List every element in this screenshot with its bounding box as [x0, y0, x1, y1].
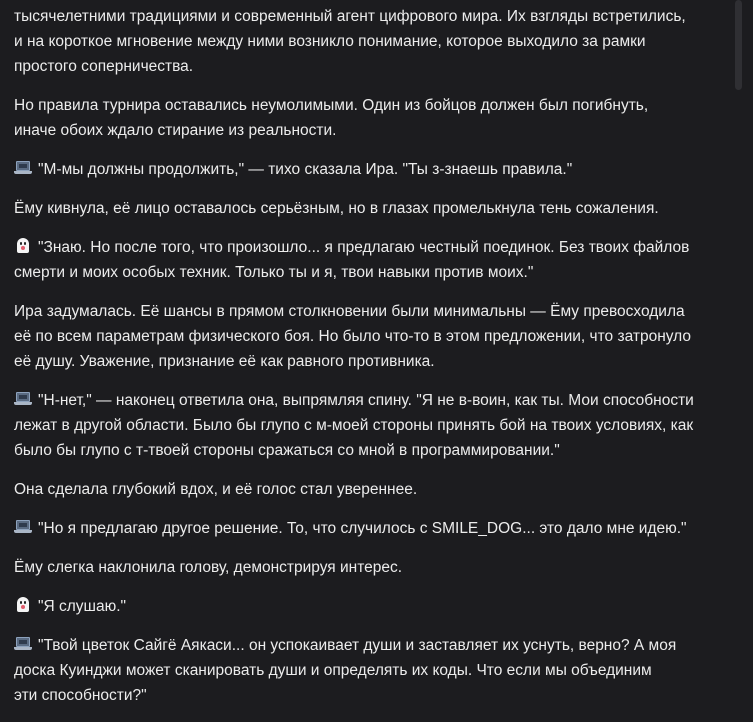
story-paragraph: [14, 299, 734, 374]
story-paragraph: [14, 235, 734, 285]
story-paragraph: [14, 196, 734, 221]
ghost-icon: [14, 238, 32, 254]
paragraph-line: иначе обоих ждало стирание из реальности.: [14, 122, 337, 139]
paragraph-line: было бы глупо с т-твоей стороны сражаться со мной в программировании.": [14, 442, 560, 459]
laptop-icon: [14, 519, 32, 535]
paragraph-line: тысячелетними традициями и современный агент цифрового мира. Их взгляды встретились,: [14, 8, 686, 25]
laptop-icon: [14, 636, 32, 652]
laptop-icon: [14, 160, 32, 176]
paragraph-line: Ёму кивнула, её лицо оставалось серьёзным, но в глазах промелькнула тень сожаления.: [14, 200, 659, 217]
paragraph-line: простого соперничества.: [14, 58, 194, 75]
story-paragraph: [14, 4, 734, 79]
paragraph-line: Ёму слегка наклонила голову, демонстрируя интерес.: [14, 559, 403, 576]
story-paragraph: [14, 633, 734, 708]
paragraph-line: "Твой цветок Сайгё Аякаси... он успокаивает души и заставляет их уснуть, верно? А моя: [38, 637, 677, 654]
story-paragraph: [14, 594, 734, 619]
story-paragraph: [14, 516, 734, 541]
laptop-icon: [14, 391, 32, 407]
story-paragraph: [14, 388, 734, 463]
paragraph-line: "Н-нет," — наконец ответила она, выпрямляя спину. "Я не в-воин, как ты. Мои способности: [38, 392, 694, 409]
scrollbar[interactable]: [733, 0, 743, 722]
paragraph-line: лежат в другой области. Было бы глупо с м-моей стороны принять бой на твоих условиях, как: [14, 417, 694, 434]
paragraph-line: и на короткое мгновение между ними возникло понимание, которое выходило за рамки: [14, 33, 646, 50]
paragraph-line: доска Куинджи может сканировать души и определять их коды. Что если мы объединим: [14, 662, 652, 679]
paragraph-line: Но правила турнира оставались неумолимыми. Один из бойцов должен был погибнуть,: [14, 97, 649, 114]
paragraph-line: её по всем параметрам физического боя. Но было что-то в этом предложении, что затронуло: [14, 328, 691, 345]
story-text: [14, 4, 734, 722]
story-paragraph: [14, 157, 734, 182]
paragraph-line: эти способности?": [14, 687, 147, 704]
paragraph-line: смерти и моих особых техник. Только ты и я, твои навыки против моих.": [14, 264, 534, 281]
ghost-icon: [14, 597, 32, 613]
scrollbar-thumb[interactable]: [735, 0, 742, 90]
paragraph-line: "Знаю. Но после того, что произошло... я предлагаю честный поединок. Без твоих файлов: [38, 239, 690, 256]
paragraph-line: "Но я предлагаю другое решение. То, что случилось с SMILE_DOG... это дало мне идею.": [38, 520, 687, 537]
paragraph-line: Она сделала глубокий вдох, и её голос стал увереннее.: [14, 481, 418, 498]
paragraph-line: Ира задумалась. Её шансы в прямом столкновении были минимальны — Ёму превосходила: [14, 303, 685, 320]
story-paragraph: [14, 555, 734, 580]
paragraph-line: "Я слушаю.": [38, 598, 127, 615]
story-paragraph: [14, 477, 734, 502]
story-paragraph: [14, 93, 734, 143]
paragraph-line: "М-мы должны продолжить," — тихо сказала Ира. "Ты з-знаешь правила.": [38, 161, 573, 178]
paragraph-line: её душу. Уважение, признание её как равного противника.: [14, 353, 435, 370]
